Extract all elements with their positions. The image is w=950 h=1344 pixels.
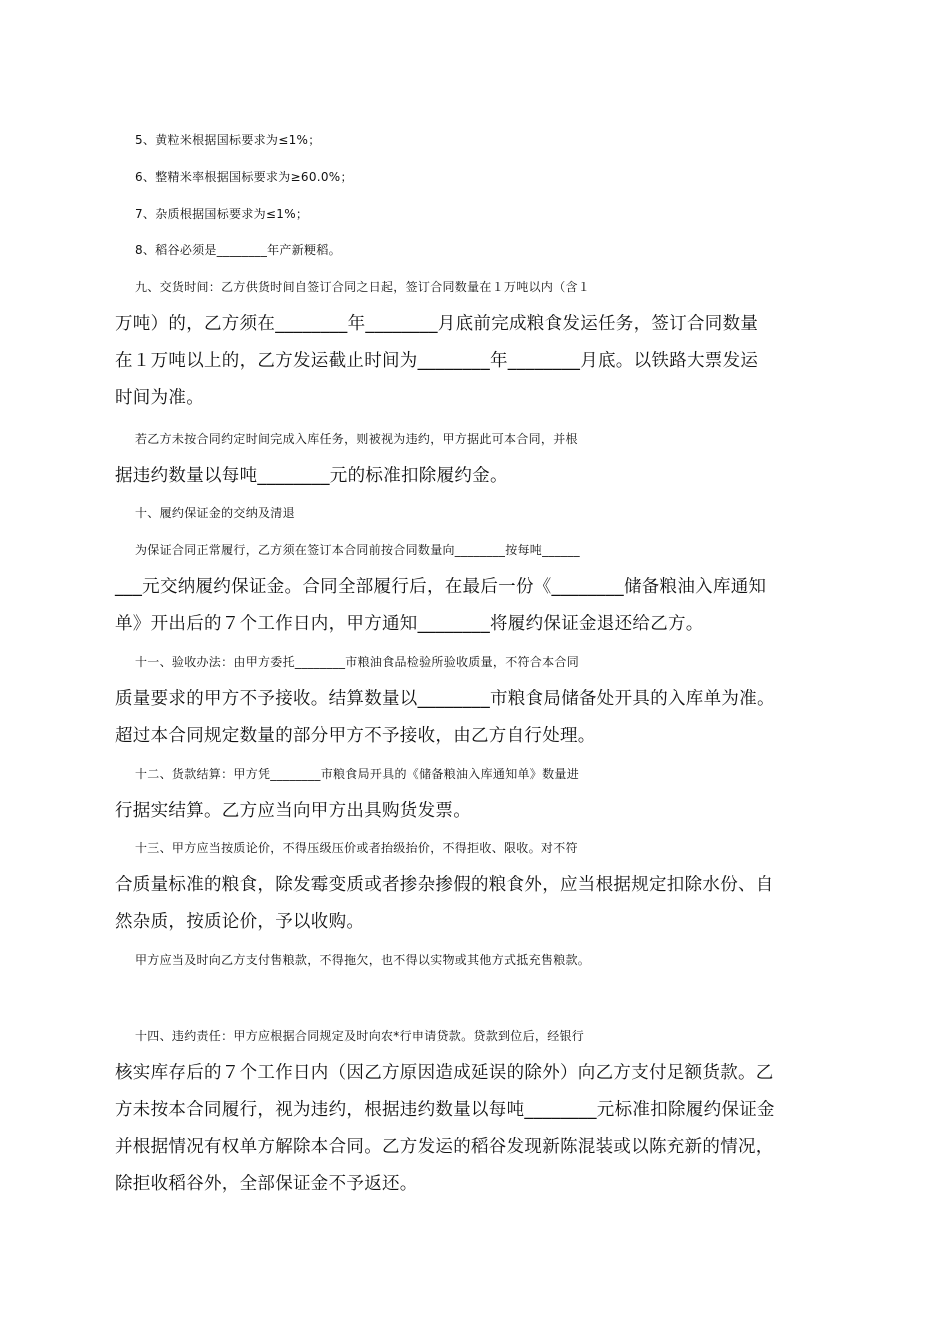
section-10-line: 单》开出后的７个工作日内，甲方通知________将履约保证金退还给乙方。 bbox=[115, 614, 704, 634]
section-12-line: 行据实结算。乙方应当向甲方出具购货发票。 bbox=[115, 801, 471, 821]
section-14-line: 核实库存后的７个工作日内（因乙方原因造成延误的除外）向乙方支付足额货款。乙 bbox=[115, 1063, 774, 1083]
section-14-line: 除拒收稻谷外，全部保证金不予返还。 bbox=[115, 1174, 418, 1194]
section-13-line: 十三、甲方应当按质论价，不得压级压价或者抬级抬价，不得拒收、限收。对不符 bbox=[135, 841, 578, 855]
section-11-line: 质量要求的甲方不予接收。结算数量以________市粮食局储备处开具的入库单为准。 bbox=[115, 689, 775, 709]
section-13-line: 合质量标准的粮食，除发霉变质或者掺杂掺假的粮食外，应当根据规定扣除水份、自 bbox=[115, 875, 774, 895]
section-13-line: 然杂质，按质论价，予以收购。 bbox=[115, 912, 365, 932]
section-10-line: 为保证合同正常履行，乙方须在签订本合同前按合同数量向________按每吨______ bbox=[135, 543, 580, 557]
section-12-line: 十二、货款结算：甲方凭________市粮食局开具的《储备粮油入库通知单》数量进 bbox=[135, 767, 580, 781]
section-9-line: 时间为准。 bbox=[115, 388, 204, 408]
section-9-line: 在１万吨以上的，乙方发运截止时间为________年________月底。以铁路大票发运 bbox=[115, 351, 759, 371]
section-11-line: 十一、验收办法：由甲方委托________市粮油食品检验所验收质量，不符合本合同 bbox=[135, 655, 580, 669]
breach-paragraph-line: 若乙方未按合同约定时间完成入库任务，则被视为违约，甲方据此可本合同，并根 bbox=[135, 432, 578, 446]
section-14-line: 十四、违约责任：甲方应根据合同规定及时向农*行申请贷款。贷款到位后，经银行 bbox=[135, 1029, 585, 1043]
section-14-line: 并根据情况有权单方解除本合同。乙方发运的稻谷发现新陈混装或以陈充新的情况， bbox=[115, 1137, 774, 1157]
section-10-heading: 十、履约保证金的交纳及清退 bbox=[135, 506, 295, 520]
breach-paragraph-line: 据违约数量以每吨________元的标准扣除履约金。 bbox=[115, 466, 508, 486]
clause-8-text: 8、稻谷必须是________年产新粳稻。 bbox=[135, 243, 341, 257]
section-10-line: ___元交纳履约保证金。合同全部履行后，在最后一份《________储备粮油入库通知 bbox=[115, 577, 767, 597]
clause-5-text: 5、黄粒米根据国标要求为≤1%； bbox=[135, 133, 321, 147]
section-9-line: 九、交货时间：乙方供货时间自签订合同之日起，签订合同数量在１万吨以内（含１ bbox=[135, 280, 591, 294]
section-9-line: 万吨）的，乙方须在________年________月底前完成粮食发运任务，签订合同数量 bbox=[115, 314, 759, 334]
section-11-line: 超过本合同规定数量的部分甲方不予接收，由乙方自行处理。 bbox=[115, 726, 596, 746]
clause-6-text: 6、整精米率根据国标要求为≥60.0%； bbox=[135, 170, 353, 184]
section-14-line: 方未按本合同履行，视为违约，根据违约数量以每吨________元标准扣除履约保证金 bbox=[115, 1100, 775, 1120]
clause-7-text: 7、杂质根据国标要求为≤1%； bbox=[135, 207, 309, 221]
payment-paragraph: 甲方应当及时向乙方支付售粮款，不得拖欠，也不得以实物或其他方式抵充售粮款。 bbox=[135, 953, 591, 967]
